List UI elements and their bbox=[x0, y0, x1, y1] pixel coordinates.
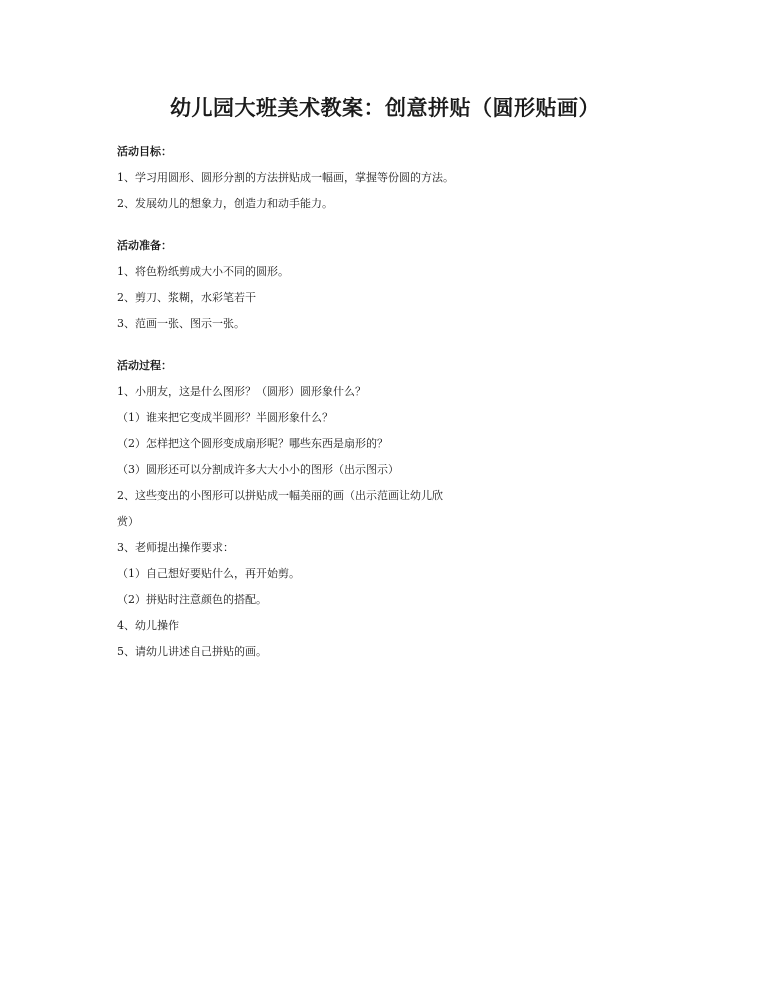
section-heading-preparation: 活动准备： bbox=[117, 239, 172, 252]
process-subitem: （1）谁来把它变成半圆形？半圆形象什么？ bbox=[117, 411, 333, 424]
process-item: 3、老师提出操作要求： bbox=[117, 541, 234, 554]
section-heading-goals: 活动目标： bbox=[117, 145, 172, 158]
section-preparation bbox=[117, 236, 717, 340]
section-heading-process: 活动过程： bbox=[117, 359, 172, 372]
section-process bbox=[117, 356, 717, 668]
page-title: 幼儿园大班美术教案：创意拼贴（圆形贴画） bbox=[170, 95, 600, 120]
process-item-continuation: 赏） bbox=[117, 515, 139, 528]
section-goals bbox=[117, 142, 717, 220]
goal-item: 2、发展幼儿的想象力，创造力和动手能力。 bbox=[117, 197, 333, 210]
preparation-item: 2、剪刀、浆糊，水彩笔若干 bbox=[117, 291, 256, 304]
process-item: 2、这些变出的小图形可以拼贴成一幅美丽的画（出示范画让幼儿欣 bbox=[117, 489, 443, 502]
preparation-item: 1、将色粉纸剪成大小不同的圆形。 bbox=[117, 265, 289, 278]
process-subitem: （2）怎样把这个圆形变成扇形呢？哪些东西是扇形的？ bbox=[117, 437, 388, 450]
process-item: 4、幼儿操作 bbox=[117, 619, 179, 632]
preparation-item: 3、范画一张、图示一张。 bbox=[117, 317, 245, 330]
goal-item: 1、学习用圆形、圆形分割的方法拼贴成一幅画，掌握等份圆的方法。 bbox=[117, 171, 454, 184]
process-item: 5、请幼儿讲述自己拼贴的画。 bbox=[117, 645, 267, 658]
process-subitem: （2）拼贴时注意颜色的搭配。 bbox=[117, 593, 267, 606]
process-subitem: （3）圆形还可以分割成许多大大小小的图形（出示图示） bbox=[117, 463, 399, 476]
process-item: 1、小朋友，这是什么图形？（圆形）圆形象什么？ bbox=[117, 385, 366, 398]
process-subitem: （1）自己想好要贴什么，再开始剪。 bbox=[117, 567, 300, 580]
